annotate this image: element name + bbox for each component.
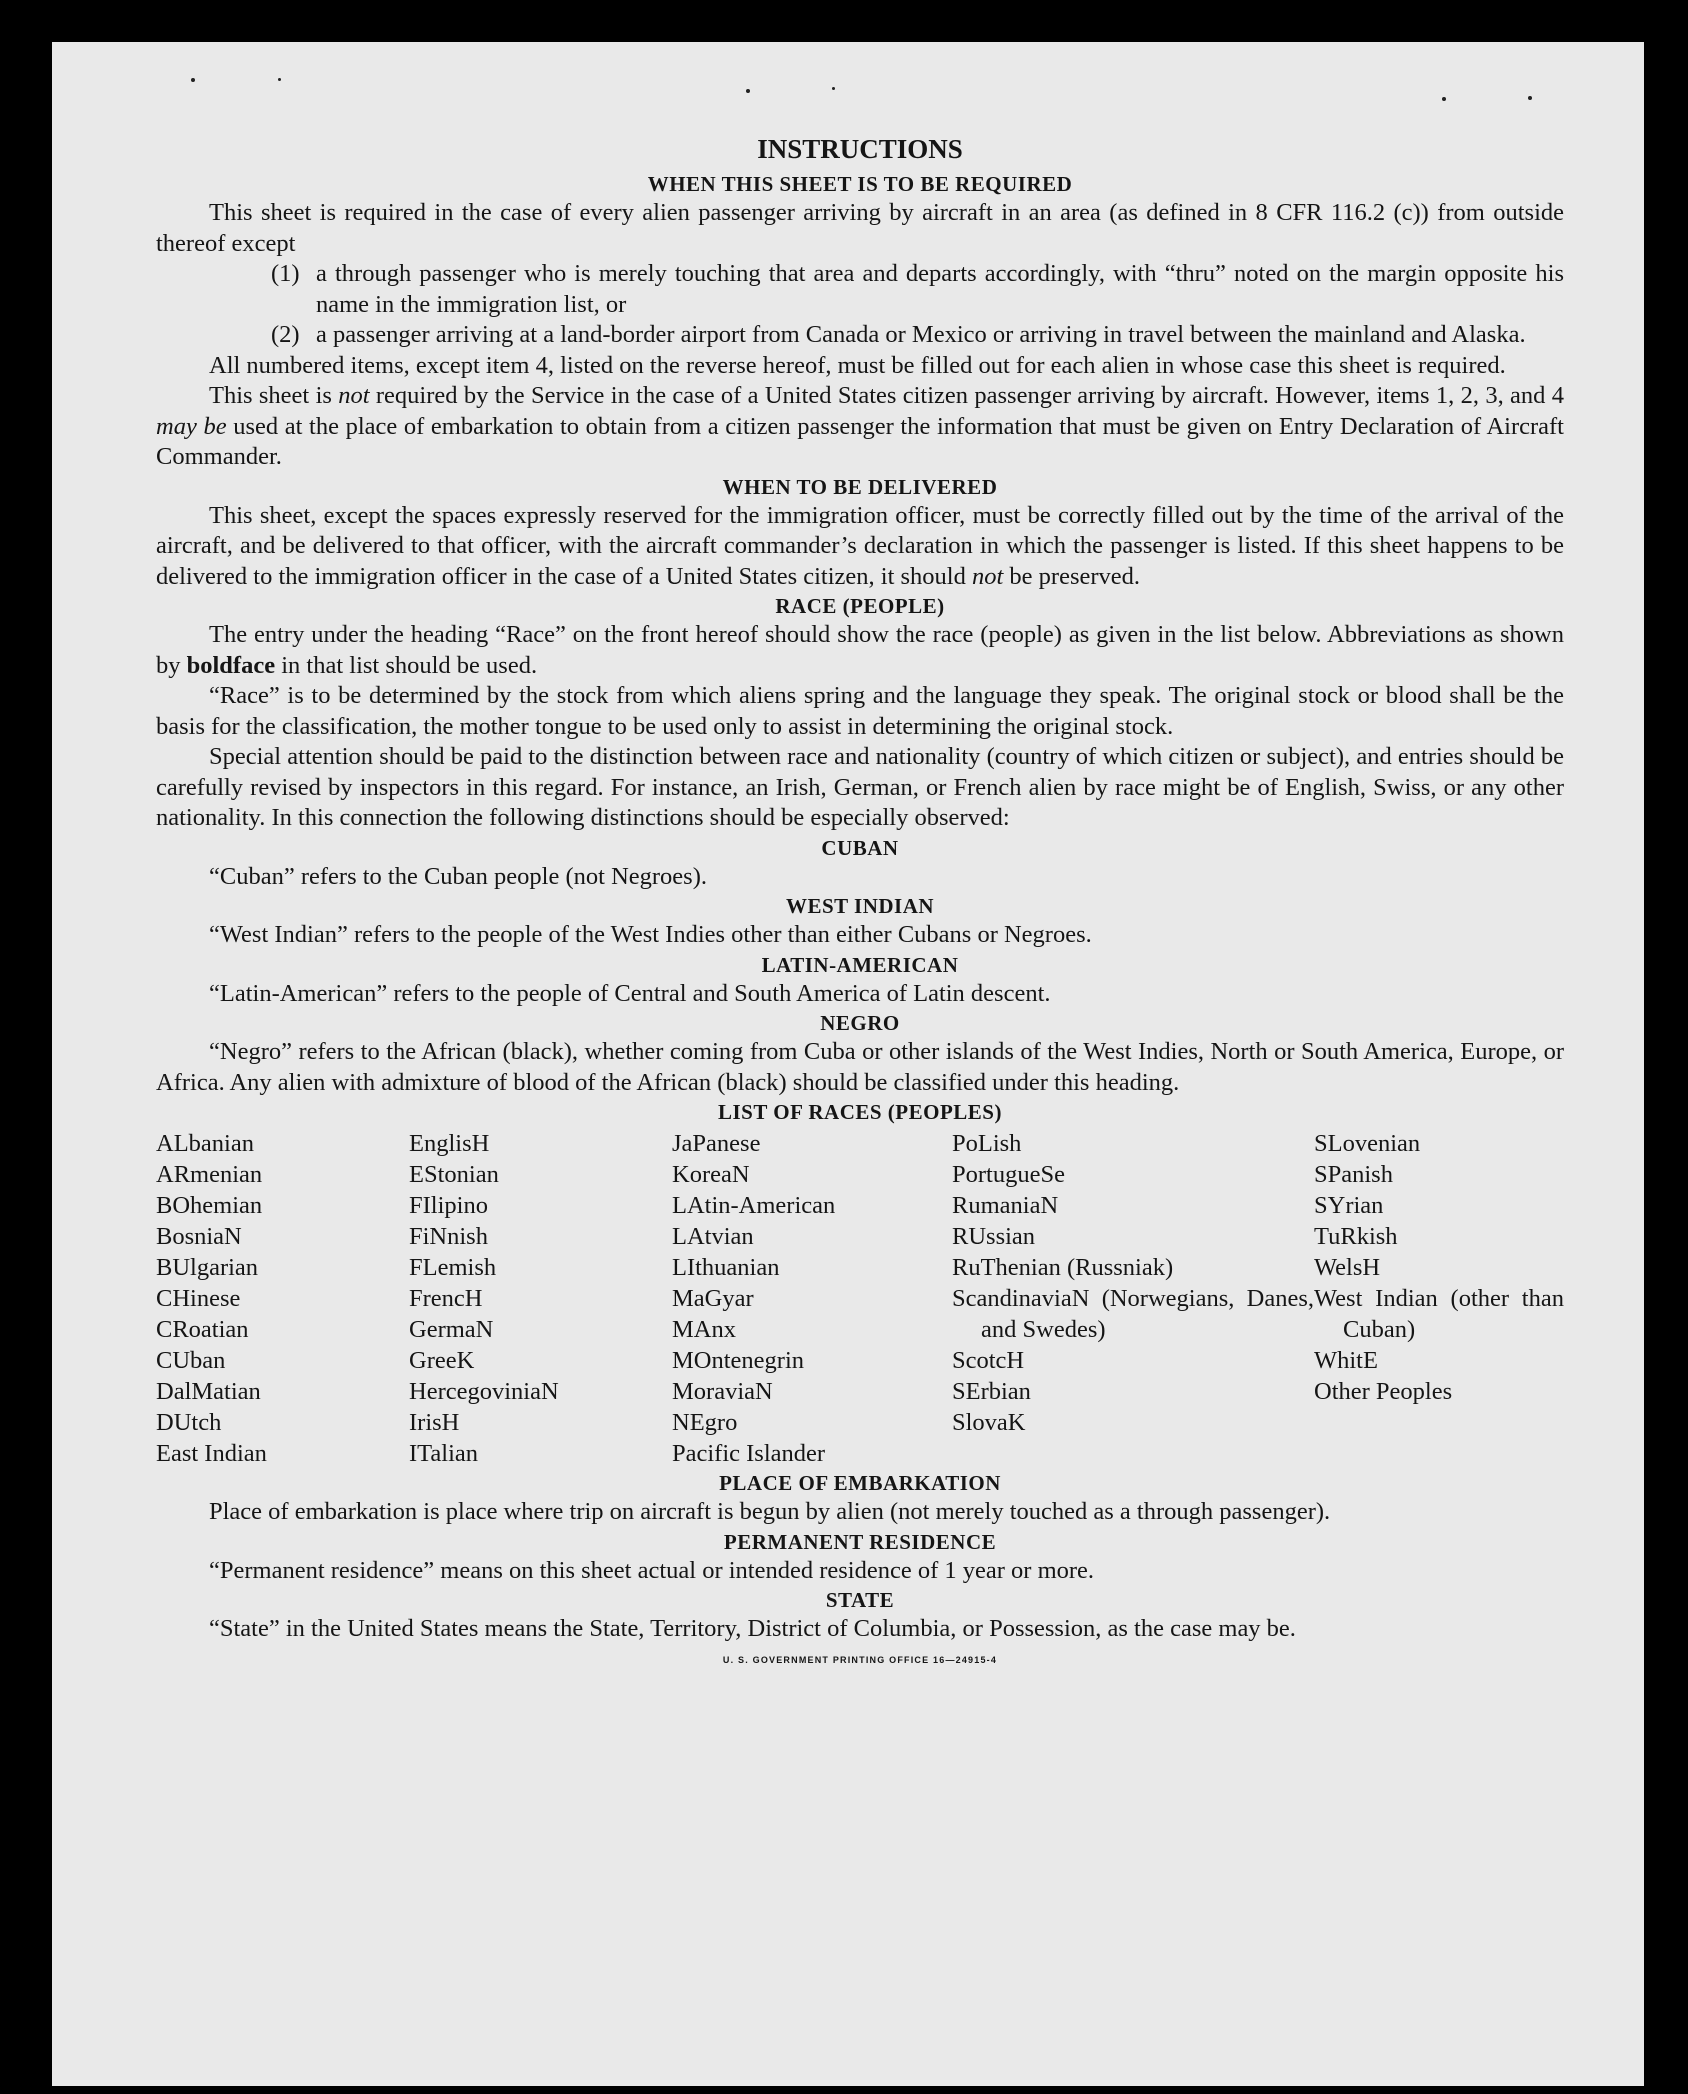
paragraph: This sheet is required in the case of every alien passenger arriving by aircraft in an area (as defined in 8 CFR 116.2 (c)) from outside thereof except <box>156 199 1564 257</box>
race-entry: RUssian <box>952 1223 1036 1250</box>
race-entry: RuThenian (Russniak) <box>952 1254 1174 1281</box>
race-entry: FrencH <box>409 1285 483 1312</box>
race-column <box>672 1128 952 1469</box>
paragraph <box>156 620 1564 681</box>
paragraph: “Race” is to be determined by the stock from which aliens spring and the language they speak. The original stock or blood shall be the basis for the classification, the mother tongue to be used only to assist in determining the original stock. <box>156 682 1564 740</box>
race-entry: EStonian <box>409 1161 499 1188</box>
section-heading-when-delivered: WHEN TO BE DELIVERED <box>722 474 998 499</box>
race-entry: East Indian <box>156 1440 267 1467</box>
emphasis: may be <box>156 412 227 440</box>
text-run: The entry under the heading “Race” on the front hereof should show the race (people) as given in the list below. Abbreviations as shown by <box>156 621 1564 679</box>
section-heading-state: STATE <box>825 1588 895 1612</box>
race-entry: CHinese <box>156 1285 241 1312</box>
scan-speck <box>191 78 195 82</box>
race-entry: JaPanese <box>672 1130 761 1157</box>
paragraph: Place of embarkation is place where trip on aircraft is begun by alien (not merely touched as a through passenger). <box>209 1498 1331 1525</box>
race-entry: ScotcH <box>952 1347 1025 1374</box>
section-heading-permanent-residence: PERMANENT RESIDENCE <box>723 1529 997 1554</box>
race-entry: ARmenian <box>156 1161 263 1188</box>
race-entry: SErbian <box>952 1378 1031 1405</box>
text-run: required by the Service in the case of a United States citizen passenger arriving by aircraft. However, items 1, 2, 3, and 4 <box>369 382 1564 409</box>
race-entry: EnglisH <box>409 1130 490 1157</box>
race-entry: ScandinaviaN (Norwegians, Danes, and Swedes) <box>952 1285 1314 1343</box>
race-entry: WelsH <box>1314 1254 1381 1281</box>
section-heading-race: RACE (PEOPLE) <box>775 594 945 618</box>
section-heading-latin-american: LATIN-AMERICAN <box>761 952 959 977</box>
race-entry: BosniaN <box>156 1223 242 1250</box>
race-entry: TuRkish <box>1314 1223 1398 1250</box>
race-entry: LAtvian <box>672 1223 754 1250</box>
list-item-number: (2) <box>271 321 300 348</box>
race-entry: Other Peoples <box>1314 1378 1453 1405</box>
section-heading-negro: NEGRO <box>820 1011 900 1035</box>
race-entry: WhitE <box>1314 1347 1378 1374</box>
race-entry: FLemish <box>409 1254 497 1281</box>
race-entry: SYrian <box>1314 1192 1384 1219</box>
race-entry: CRoatian <box>156 1316 249 1343</box>
paragraph: “West Indian” refers to the people of the West Indies other than either Cubans or Negroes. <box>209 921 1092 948</box>
race-entry: MaGyar <box>672 1285 754 1312</box>
list-item-text: a through passenger who is merely touching that area and departs accordingly, with “thru” noted on the margin opposite his name in the immigration list, or <box>316 260 1564 318</box>
section-heading-when-required: WHEN THIS SHEET IS TO BE REQUIRED <box>647 172 1073 196</box>
race-entry: West Indian (other than Cuban) <box>1314 1285 1564 1343</box>
race-entry: KoreaN <box>672 1161 750 1188</box>
race-entry: BOhemian <box>156 1192 263 1219</box>
paragraph <box>156 381 1564 473</box>
paragraph: “Permanent residence” means on this sheet actual or intended residence of 1 year or more. <box>209 1556 1095 1584</box>
race-entry: IrisH <box>409 1409 460 1436</box>
scan-speck <box>1442 97 1446 101</box>
race-column <box>409 1128 672 1469</box>
text-run: used at the place of embarkation to obtain from a citizen passenger the information that must be given on Entry Declaration of Aircraft Commander. <box>156 412 1564 470</box>
paragraph: “Negro” refers to the African (black), whether coming from Cuba or other islands of the West Indies, North or South America, Europe, or Africa. Any alien with admixture of blood of the African (black) should be classified under this heading. <box>156 1038 1564 1096</box>
bold-text: boldface <box>186 651 276 679</box>
race-column <box>952 1128 1314 1469</box>
race-entry: MOntenegrin <box>672 1347 804 1374</box>
race-entry: CUban <box>156 1347 226 1374</box>
race-entry: SlovaK <box>952 1409 1026 1436</box>
race-list <box>156 1128 1564 1469</box>
race-entry: DalMatian <box>156 1378 261 1405</box>
paragraph: “State” in the United States means the State, Territory, District of Columbia, or Possession, as the case may be. <box>209 1615 1296 1642</box>
text-run: in that list should be used. <box>275 651 538 679</box>
scan-speck <box>278 78 281 81</box>
race-entry: PoLish <box>952 1130 1022 1157</box>
race-entry: RumaniaN <box>952 1192 1059 1219</box>
race-entry: LAtin-American <box>672 1192 836 1219</box>
list-item <box>271 320 1564 351</box>
race-entry: LIthuanian <box>672 1254 780 1281</box>
section-heading-place-of-embarkation: PLACE OF EMBARKATION <box>719 1471 1001 1495</box>
race-entry: SPanish <box>1314 1161 1393 1188</box>
race-entry: NEgro <box>672 1409 738 1436</box>
section-heading-west-indian: WEST INDIAN <box>785 894 935 918</box>
race-entry: ALbanian <box>156 1130 254 1157</box>
printer-imprint: U. S. GOVERNMENT PRINTING OFFICE 16—24915-4 <box>722 1654 998 1665</box>
paragraph: All numbered items, except item 4, listed on the reverse hereof, must be filled out for each alien in whose case this sheet is required. <box>209 351 1506 379</box>
race-entry: BUlgarian <box>156 1254 259 1281</box>
race-entry: GreeK <box>409 1347 475 1374</box>
race-entry: HercegoviniaN <box>409 1378 559 1405</box>
document-page <box>52 42 1644 2086</box>
race-column <box>1314 1128 1564 1469</box>
paragraph <box>156 501 1564 593</box>
race-entry: FIlipino <box>409 1192 488 1219</box>
section-heading-list-of-races: LIST OF RACES (PEOPLES) <box>718 1100 1002 1124</box>
race-entry: SLovenian <box>1314 1130 1421 1157</box>
race-entry: GermaN <box>409 1316 494 1343</box>
text-run: This sheet, except the spaces expressly reserved for the immigration officer, must be correctly filled out by the time of the arrival of the aircraft, and be delivered to that officer, with the aircraft commander’s declaration in which the passenger is listed. If this sheet happens to be delivered to the immigration officer in the case of a United States citizen, it should <box>156 501 1564 590</box>
list-item-number: (1) <box>271 260 300 287</box>
emphasis: not <box>338 382 370 409</box>
instructions-content <box>156 132 1564 1665</box>
race-entry: DUtch <box>156 1409 222 1436</box>
text-run: be preserved. <box>1003 562 1141 590</box>
emphasis: not <box>971 562 1004 590</box>
race-entry: Pacific Islander <box>672 1440 826 1467</box>
paragraph: “Latin-American” refers to the people of Central and South America of Latin descent. <box>209 979 1051 1007</box>
race-entry: PortugueSe <box>952 1161 1065 1188</box>
race-entry: ITalian <box>409 1440 479 1467</box>
race-column <box>156 1128 409 1469</box>
list-item <box>271 259 1564 320</box>
section-heading-cuban: CUBAN <box>821 835 899 860</box>
scan-speck <box>1528 96 1532 100</box>
paragraph: “Cuban” refers to the Cuban people (not Negroes). <box>209 862 707 890</box>
race-entry: MoraviaN <box>672 1378 773 1405</box>
race-entry: MAnx <box>672 1316 736 1343</box>
list-item-text: a passenger arriving at a land-border airport from Canada or Mexico or arriving in travel between the mainland and Alaska. <box>316 321 1526 348</box>
page-title: INSTRUCTIONS <box>757 134 963 164</box>
scan-speck <box>832 87 835 90</box>
paragraph: Special attention should be paid to the distinction between race and nationality (country of which citizen or subject), and entries should be carefully revised by inspectors in this regard. For instance, an Irish, German, or French alien by race might be of English, Swiss, or any other nationality. In this connection the following distinctions should be especially observed: <box>156 743 1564 831</box>
text-run: This sheet is <box>209 382 339 409</box>
scan-speck <box>746 89 750 93</box>
race-entry: FiNnish <box>409 1223 488 1250</box>
